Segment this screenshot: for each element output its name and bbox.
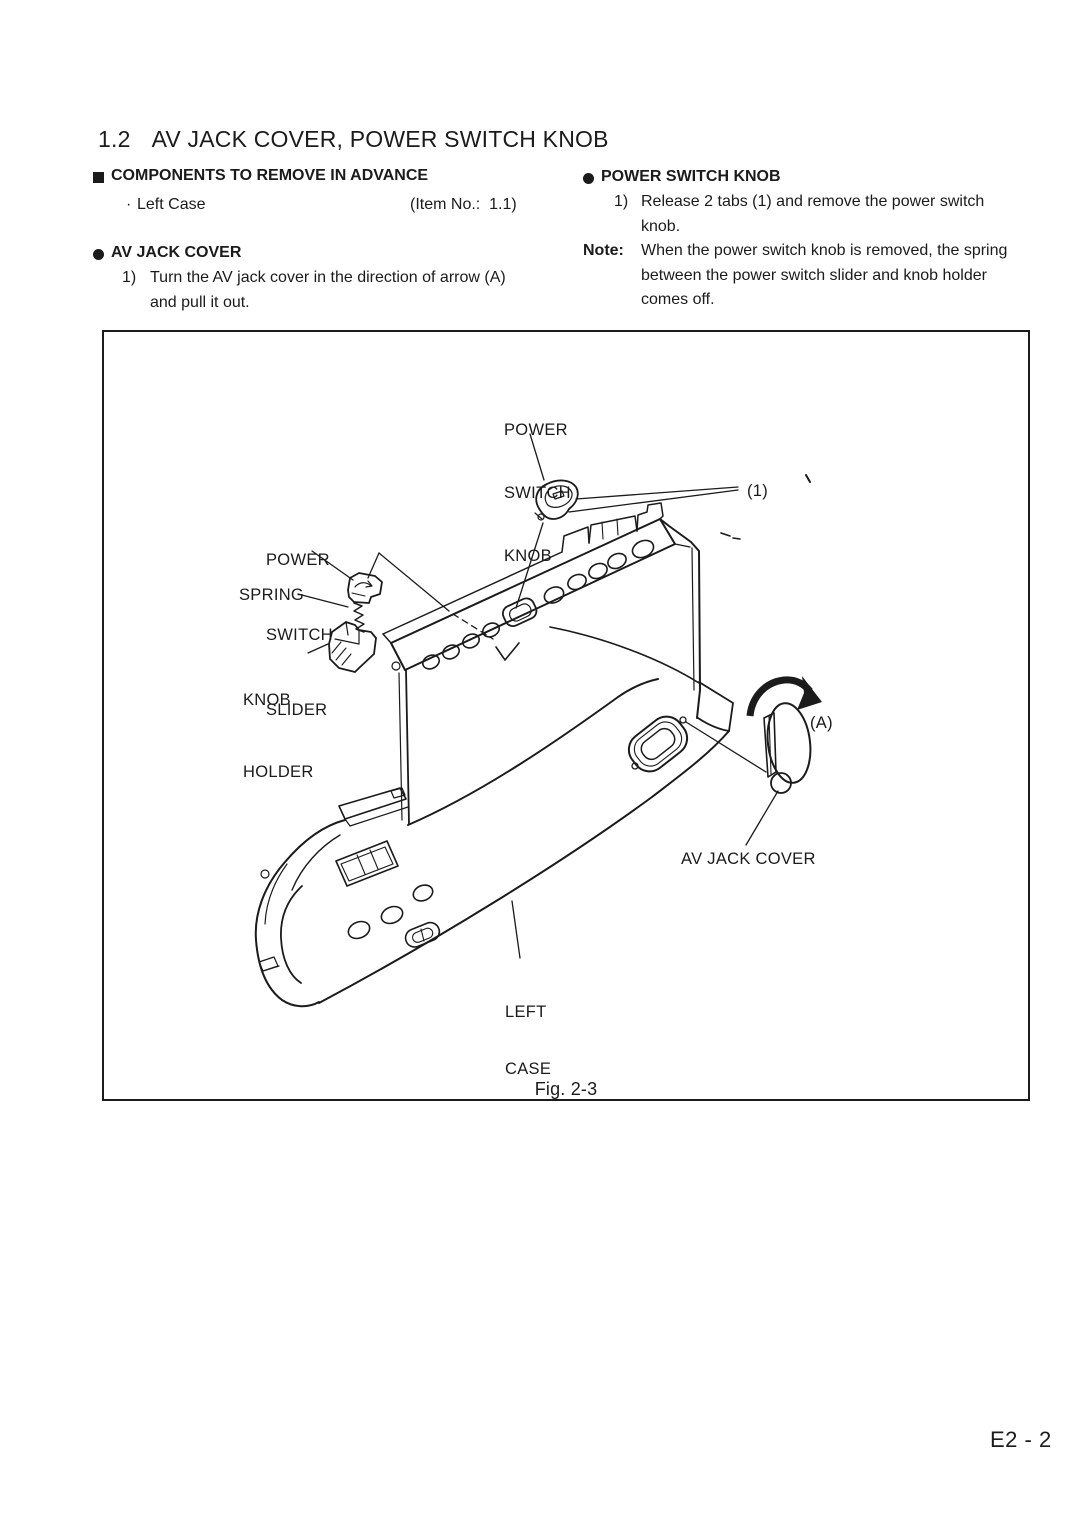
av-step-number: 1) xyxy=(122,269,137,286)
psk-step-line1: Release 2 tabs (1) and remove the power switch xyxy=(641,193,985,210)
round-bullet-icon xyxy=(93,249,104,260)
label-knob-holder: KNOB HOLDER xyxy=(243,691,314,781)
component-item-ref: (Item No.: 1.1) xyxy=(410,196,517,213)
label-power-switch-slider: POWER SWITCH SLIDER xyxy=(266,551,333,719)
label-av-jack-cover: AV JACK COVER xyxy=(681,850,816,868)
case-front-left-edge xyxy=(392,662,409,824)
figure-box xyxy=(102,330,1030,1101)
spring-part xyxy=(354,603,364,632)
component-name: Left Case xyxy=(137,196,206,213)
label-tab-ref: (1) xyxy=(747,482,769,500)
rotation-arrow xyxy=(750,676,822,716)
label-power-switch-knob: POWER SWITCH KNOB xyxy=(504,421,571,565)
label-left-case: LEFT CASE xyxy=(505,1003,552,1078)
round-bullet-icon xyxy=(583,173,594,184)
page-title xyxy=(98,126,609,153)
case-grip-opening xyxy=(256,820,345,1006)
psk-step-line2: knob. xyxy=(641,218,681,235)
note-line1: When the power switch knob is removed, the spring xyxy=(641,242,1008,259)
case-body-curves xyxy=(319,679,729,1003)
av-jack-cover-heading: AV JACK COVER xyxy=(111,244,242,261)
psk-step-number: 1) xyxy=(614,193,629,210)
components-heading: COMPONENTS TO REMOVE IN ADVANCE xyxy=(111,167,429,184)
psk-heading: POWER SWITCH KNOB xyxy=(601,168,781,185)
av-jack-recess xyxy=(622,710,694,778)
label-arrow-ref: (A) xyxy=(810,714,833,732)
case-right-face xyxy=(550,519,733,731)
label-spring: SPRING xyxy=(239,586,305,604)
note-label: Note: xyxy=(583,242,624,259)
case-face-details xyxy=(336,841,442,950)
square-bullet-icon xyxy=(93,172,104,183)
figure-caption: Fig. 2-3 xyxy=(534,1079,598,1099)
section-title: AV JACK COVER, POWER SWITCH KNOB xyxy=(151,126,609,152)
page-number: E2 - 2 xyxy=(990,1427,1052,1452)
note-line2: between the power switch slider and knob holder xyxy=(641,267,987,284)
section-number: 1.2 xyxy=(98,126,131,152)
note-line3: comes off. xyxy=(641,291,715,308)
component-bullet: · xyxy=(126,196,132,213)
av-step-line2: and pull it out. xyxy=(150,294,250,311)
knob-holder-part xyxy=(329,622,376,672)
av-jack-cover-part xyxy=(763,701,814,793)
power-switch-slider-part xyxy=(348,573,382,603)
av-step-line1: Turn the AV jack cover in the direction of arrow (A) xyxy=(150,269,506,286)
case-ledge xyxy=(339,788,408,826)
